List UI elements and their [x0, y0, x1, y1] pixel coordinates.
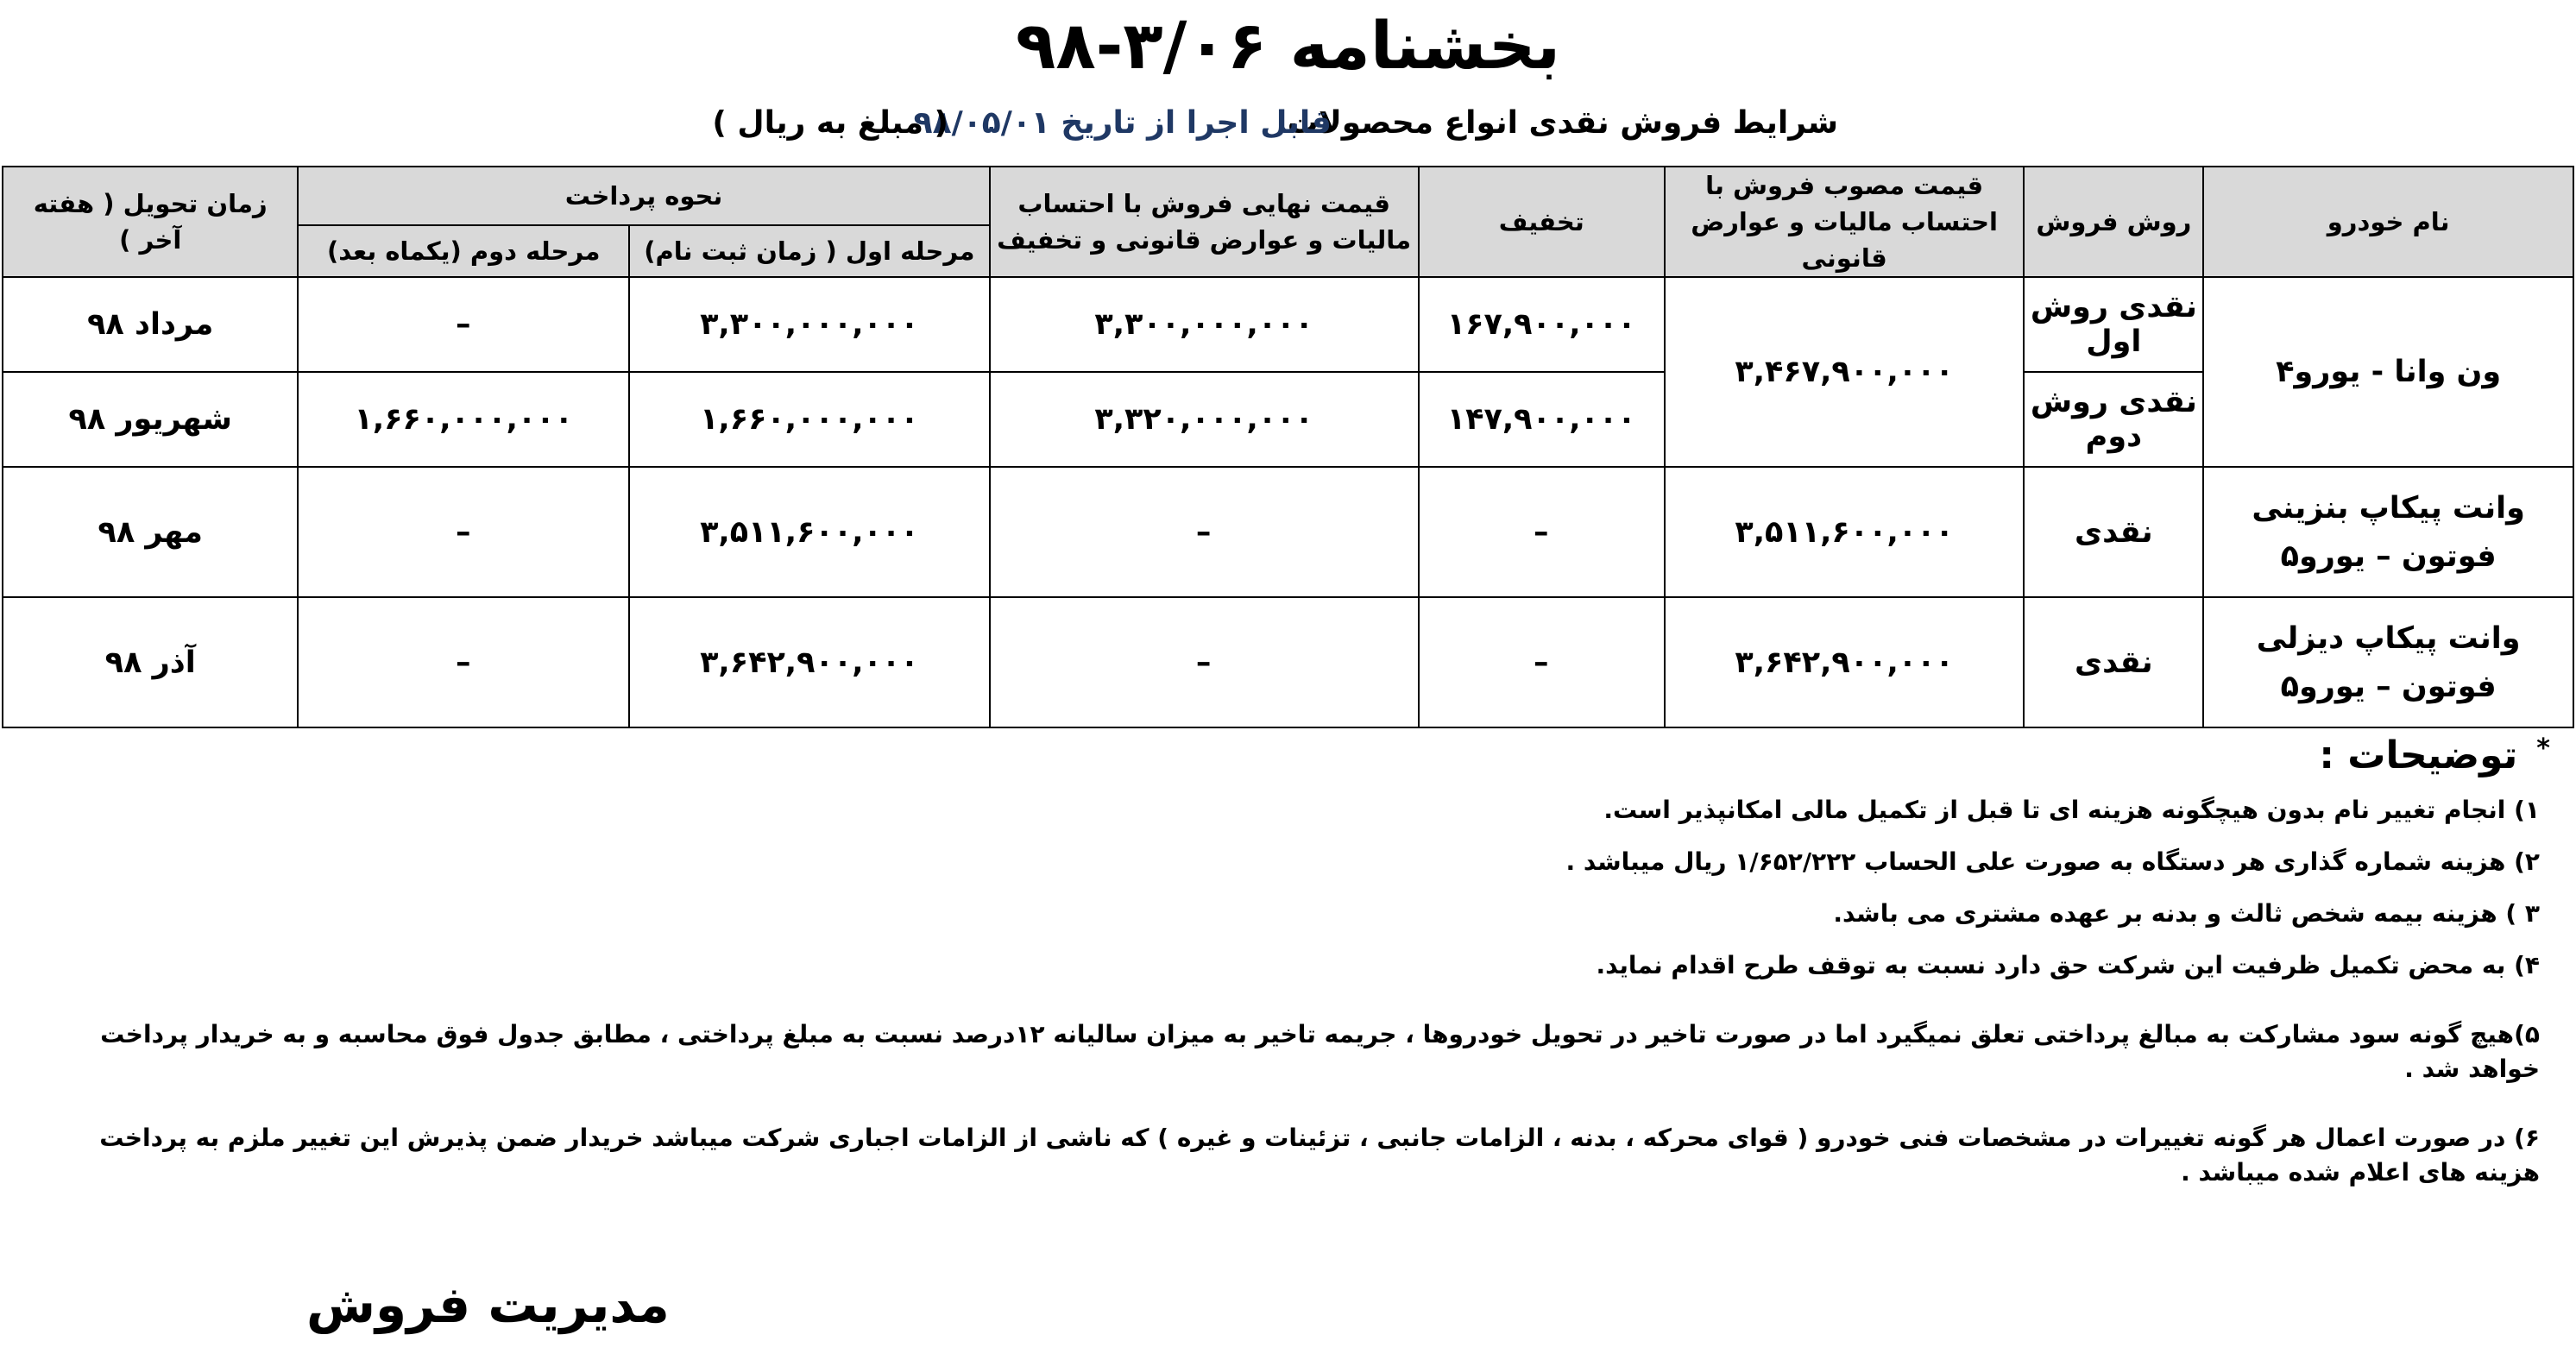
table-row: [3, 372, 2573, 467]
note-item: ۱) انجام تغییر نام بدون هیچگونه هزینه ای تا قبل از تکمیل مالی امکانپذیر است.: [1603, 796, 2540, 824]
approved-price-cell: ۳,۴۶۷,۹۰۰,۰۰۰: [1665, 277, 2025, 467]
stage1-cell: ۳,۳۰۰,۰۰۰,۰۰۰: [629, 277, 990, 372]
discount-cell: –: [1419, 467, 1665, 597]
car-name-cell: ون وانا - یورو۴: [2203, 277, 2573, 467]
note-item: ۶) در صورت اعمال هر گونه تغییرات در مشخصات فنی خودرو ( قوای محرکه ، بدنه ، الزامات جانبی ، تزئینات و غیره ) که ناشی از الزامات اجباری شرکت میباشد خریدار ضمن پذیرش این تغییر ملزم به پرداخت هزینه های اعلام شده میباشد .: [99, 1124, 2540, 1187]
header-delivery: زمان تحویل ( هفته آخر ): [3, 167, 298, 277]
car-name-cell: وانت پیکاپ بنزینی فوتون – یورو۵: [2203, 467, 2573, 597]
header-final-price: قیمت نهایی فروش با احتساب مالیات و عوارض قانونی و تخفیف: [990, 167, 1419, 277]
sale-conditions-text: شرایط فروش نقدی انواع محصولات: [1287, 105, 1838, 141]
header-approved-price: قیمت مصوب فروش با احتساب مالیات و عوارض قانونی: [1665, 167, 2025, 277]
delivery-cell: آذر ۹۸: [3, 597, 298, 727]
discount-cell: –: [1419, 597, 1665, 727]
note-item: ۴) به محض تکمیل ظرفیت این شرکت حق دارد نسبت به توقف طرح اقدام نماید.: [1596, 951, 2540, 979]
delivery-cell: مرداد ۹۸: [3, 277, 298, 372]
final-price-cell: ۳,۳۲۰,۰۰۰,۰۰۰: [990, 372, 1419, 467]
table-row: [3, 467, 2573, 597]
page-title: بخشنامه ۳/۰۶-۹۸: [1015, 7, 1561, 84]
delivery-cell: شهریور ۹۸: [3, 372, 298, 467]
stage2-cell: –: [298, 277, 629, 372]
sale-method-cell: نقدی: [2024, 597, 2203, 727]
header-stage1: مرحله اول ( زمان ثبت نام): [629, 225, 990, 277]
signature: مدیریت فروش: [306, 1275, 670, 1334]
sale-method-cell: نقدی روش دوم: [2024, 372, 2203, 467]
final-price-cell: –: [990, 467, 1419, 597]
sale-method-cell: نقدی روش اول: [2024, 277, 2203, 372]
final-price-cell: ۳,۳۰۰,۰۰۰,۰۰۰: [990, 277, 1419, 372]
note-item: ۲) هزینه شماره گذاری هر دستگاه به صورت علی الحساب ۱/۶۵۲/۲۲۲ ریال میباشد .: [1565, 847, 2540, 876]
header-car-name: نام خودرو: [2203, 167, 2573, 277]
stage1-cell: ۱,۶۶۰,۰۰۰,۰۰۰: [629, 372, 990, 467]
note-item: ۵)هیچ گونه سود مشارکت به مبالغ پرداختی تعلق نمیگیرد اما در صورت تاخیر در تحویل خودروها ، جریمه تاخیر به میزان سالیانه ۱۲درصد نسبت به مبلغ پرداختی ، مطابق جدول فوق محاسبه و به خریدار پرداخت خواهد شد .: [100, 1020, 2540, 1083]
note-item: ۳ ) هزینه بیمه شخص ثالث و بدنه بر عهده مشتری می باشد.: [1833, 899, 2540, 928]
notes-heading-text: توضیحات :: [2319, 734, 2518, 778]
effective-date-text: قابل اجرا از تاریخ ۹۸/۰۵/۰۱: [913, 105, 1332, 141]
subtitle: [0, 105, 2576, 148]
notes-heading: [47, 734, 2550, 778]
stage1-cell: ۳,۶۴۲,۹۰۰,۰۰۰: [629, 597, 990, 727]
header-stage2: مرحله دوم (یکماه بعد): [298, 225, 629, 277]
sale-method-cell: نقدی: [2024, 467, 2203, 597]
price-table: [2, 166, 2574, 728]
table-row: [3, 277, 2573, 372]
approved-price-cell: ۳,۶۴۲,۹۰۰,۰۰۰: [1665, 597, 2025, 727]
notes-section: [47, 734, 2550, 1207]
final-price-cell: –: [990, 597, 1419, 727]
discount-cell: ۱۶۷,۹۰۰,۰۰۰: [1419, 277, 1665, 372]
header-payment: نحوه پرداخت: [298, 167, 989, 225]
header-discount: تخفیف: [1419, 167, 1665, 277]
table-row: [3, 597, 2573, 727]
stage1-cell: ۳,۵۱۱,۶۰۰,۰۰۰: [629, 467, 990, 597]
discount-cell: ۱۴۷,۹۰۰,۰۰۰: [1419, 372, 1665, 467]
currency-unit-text: ( مبلغ به ریال ): [712, 105, 948, 141]
stage2-cell: –: [298, 597, 629, 727]
stage2-cell: –: [298, 467, 629, 597]
notes-marker: *: [2536, 734, 2550, 764]
approved-price-cell: ۳,۵۱۱,۶۰۰,۰۰۰: [1665, 467, 2025, 597]
delivery-cell: مهر ۹۸: [3, 467, 298, 597]
header-sale-method: روش فروش: [2024, 167, 2203, 277]
car-name-cell: وانت پیکاپ دیزلی فوتون – یورو۵: [2203, 597, 2573, 727]
stage2-cell: ۱,۶۶۰,۰۰۰,۰۰۰: [298, 372, 629, 467]
